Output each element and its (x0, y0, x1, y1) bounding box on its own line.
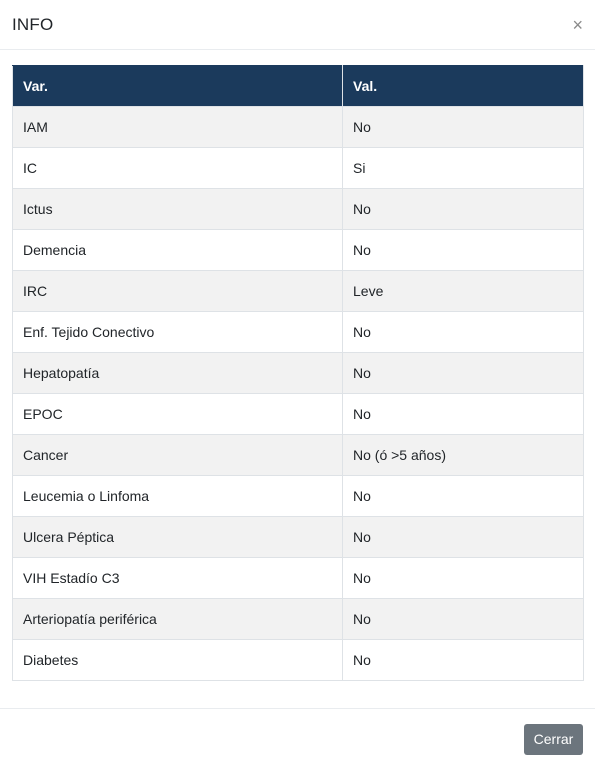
table-row (13, 640, 584, 681)
row-variable: Hepatopatía (13, 353, 343, 394)
row-variable: Ulcera Péptica (13, 517, 343, 558)
table-row (13, 107, 584, 148)
row-variable: VIH Estadío C3 (13, 558, 343, 599)
table-row (13, 189, 584, 230)
column-header-var: Var. (13, 66, 343, 107)
row-value: No (343, 189, 584, 230)
info-table (12, 65, 584, 681)
close-button[interactable]: Cerrar (524, 724, 583, 755)
row-value: No (343, 640, 584, 681)
row-variable: Leucemia o Linfoma (13, 476, 343, 517)
table-row (13, 312, 584, 353)
table-row (13, 148, 584, 189)
row-value: No (343, 230, 584, 271)
table-row (13, 271, 584, 312)
modal-title: INFO (12, 14, 54, 34)
close-icon[interactable]: × (572, 14, 583, 35)
row-variable: IC (13, 148, 343, 189)
row-value: No (343, 312, 584, 353)
row-variable: IRC (13, 271, 343, 312)
row-variable: Enf. Tejido Conectivo (13, 312, 343, 353)
modal-footer (0, 708, 595, 767)
modal-body (0, 50, 595, 681)
modal-header (0, 0, 595, 50)
table-row (13, 517, 584, 558)
row-value: No (343, 517, 584, 558)
row-value: No (343, 476, 584, 517)
row-variable: EPOC (13, 394, 343, 435)
table-row (13, 558, 584, 599)
row-variable: Demencia (13, 230, 343, 271)
row-value: No (343, 107, 584, 148)
table-row (13, 599, 584, 640)
table-row (13, 435, 584, 476)
table-row (13, 230, 584, 271)
table-row (13, 353, 584, 394)
row-value: No (ó >5 años) (343, 435, 584, 476)
row-value: No (343, 558, 584, 599)
row-value: No (343, 353, 584, 394)
table-header-row (13, 66, 584, 107)
row-value: No (343, 394, 584, 435)
column-header-val: Val. (343, 66, 584, 107)
table-row (13, 394, 584, 435)
row-variable: Cancer (13, 435, 343, 476)
row-value: Leve (343, 271, 584, 312)
row-variable: Ictus (13, 189, 343, 230)
row-value: No (343, 599, 584, 640)
row-variable: Arteriopatía periférica (13, 599, 343, 640)
row-variable: IAM (13, 107, 343, 148)
table-row (13, 476, 584, 517)
row-variable: Diabetes (13, 640, 343, 681)
row-value: Si (343, 148, 584, 189)
